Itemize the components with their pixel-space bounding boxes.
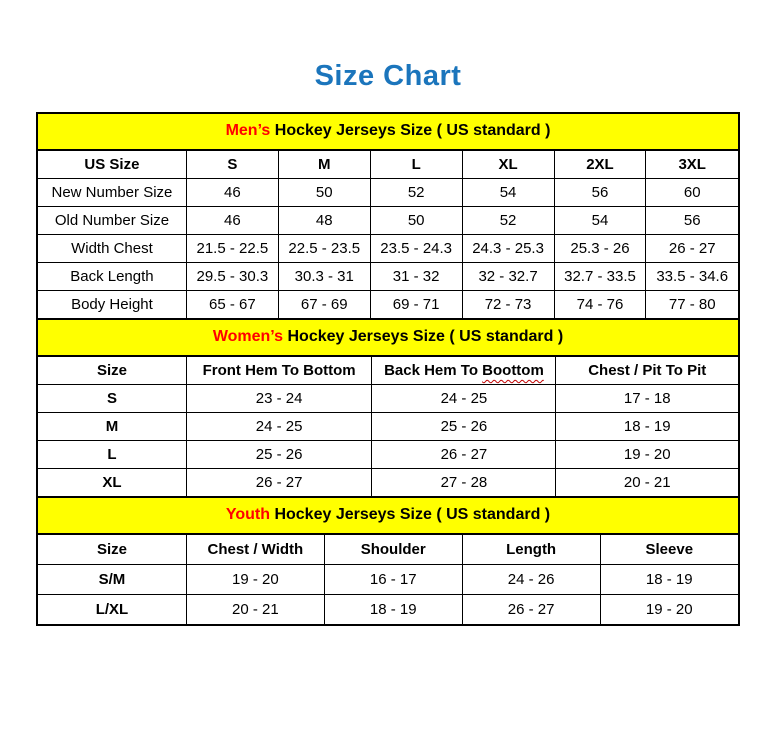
youth-header-row	[38, 535, 738, 565]
womens-section-title: Hockey Jerseys Size ( US standard )	[283, 328, 564, 345]
column-header-text: Back Hem To	[384, 362, 483, 379]
table-cell: 21.5 - 22.5	[186, 235, 278, 263]
size-chart	[36, 112, 740, 626]
row-label: S	[38, 385, 186, 413]
table-cell: 46	[186, 179, 278, 207]
table-cell: 50	[278, 179, 370, 207]
mens-header-row	[38, 151, 738, 179]
table-cell: 27 - 28	[372, 469, 556, 497]
table-cell: 22.5 - 23.5	[278, 235, 370, 263]
table-cell: 65 - 67	[186, 291, 278, 319]
table-cell: 24.3 - 25.3	[462, 235, 554, 263]
table-cell: 24 - 26	[462, 565, 600, 595]
table-row	[38, 413, 738, 441]
table-cell: 25.3 - 26	[554, 235, 646, 263]
column-header: 3XL	[646, 151, 738, 179]
table-row	[38, 291, 738, 319]
row-label: Old Number Size	[38, 207, 186, 235]
table-cell: 17 - 18	[556, 385, 738, 413]
column-header: Front Hem To Bottom	[186, 357, 372, 385]
table-cell: 19 - 20	[600, 595, 738, 625]
table-cell: 60	[646, 179, 738, 207]
table-row	[38, 595, 738, 625]
column-header: M	[278, 151, 370, 179]
table-cell: 26 - 27	[186, 469, 372, 497]
table-cell: 67 - 69	[278, 291, 370, 319]
table-cell: 19 - 20	[186, 565, 324, 595]
table-cell: 20 - 21	[556, 469, 738, 497]
womens-size-table	[38, 357, 738, 496]
table-cell: 72 - 73	[462, 291, 554, 319]
column-header: Chest / Pit To Pit	[556, 357, 738, 385]
column-header: Shoulder	[324, 535, 462, 565]
youth-section-header	[38, 496, 738, 535]
column-header: Chest / Width	[186, 535, 324, 565]
column-header: L	[370, 151, 462, 179]
table-row	[38, 469, 738, 497]
table-cell: 48	[278, 207, 370, 235]
table-cell: 25 - 26	[186, 441, 372, 469]
table-cell: 20 - 21	[186, 595, 324, 625]
row-label: Width Chest	[38, 235, 186, 263]
table-cell: 54	[554, 207, 646, 235]
table-cell: 23.5 - 24.3	[370, 235, 462, 263]
table-cell: 52	[462, 207, 554, 235]
mens-section-title: Hockey Jerseys Size ( US standard )	[270, 122, 551, 139]
womens-header-row	[38, 357, 738, 385]
row-label: New Number Size	[38, 179, 186, 207]
table-cell: 33.5 - 34.6	[646, 263, 738, 291]
column-header: 2XL	[554, 151, 646, 179]
table-cell: 26 - 27	[372, 441, 556, 469]
table-cell: 46	[186, 207, 278, 235]
table-cell: 19 - 20	[556, 441, 738, 469]
table-cell: 69 - 71	[370, 291, 462, 319]
table-row	[38, 385, 738, 413]
mens-section-header	[38, 114, 738, 151]
table-cell: 18 - 19	[600, 565, 738, 595]
row-label: Back Length	[38, 263, 186, 291]
womens-section-highlight: Women’s	[212, 328, 284, 345]
table-cell: 25 - 26	[372, 413, 556, 441]
misspelled-word: Boottom	[482, 362, 544, 379]
table-cell: 74 - 76	[554, 291, 646, 319]
table-cell: 24 - 25	[372, 385, 556, 413]
table-cell: 50	[370, 207, 462, 235]
mens-section-highlight: Men’s	[225, 122, 271, 139]
table-cell: 29.5 - 30.3	[186, 263, 278, 291]
table-cell: 23 - 24	[186, 385, 372, 413]
table-cell: 16 - 17	[324, 565, 462, 595]
table-row	[38, 263, 738, 291]
table-cell: 56	[646, 207, 738, 235]
row-label: Body Height	[38, 291, 186, 319]
table-cell: 18 - 19	[324, 595, 462, 625]
row-label: XL	[38, 469, 186, 497]
table-cell: 32.7 - 33.5	[554, 263, 646, 291]
table-cell: 24 - 25	[186, 413, 372, 441]
column-header: S	[186, 151, 278, 179]
column-header: US Size	[38, 151, 186, 179]
table-cell: 54	[462, 179, 554, 207]
table-cell: 32 - 32.7	[462, 263, 554, 291]
table-row	[38, 441, 738, 469]
row-label: L	[38, 441, 186, 469]
page-title: Size Chart	[314, 60, 462, 92]
table-cell: 31 - 32	[370, 263, 462, 291]
column-header: Length	[462, 535, 600, 565]
table-row	[38, 207, 738, 235]
table-row	[38, 179, 738, 207]
youth-section-highlight: Youth	[225, 506, 270, 523]
youth-size-table	[38, 535, 738, 624]
row-label: S/M	[38, 565, 186, 595]
column-header: Sleeve	[600, 535, 738, 565]
column-header	[372, 357, 556, 385]
table-cell: 26 - 27	[462, 595, 600, 625]
mens-size-table	[38, 151, 738, 318]
table-cell: 77 - 80	[646, 291, 738, 319]
table-cell: 18 - 19	[556, 413, 738, 441]
column-header: XL	[462, 151, 554, 179]
row-label: M	[38, 413, 186, 441]
table-row	[38, 235, 738, 263]
column-header: Size	[38, 535, 186, 565]
table-cell: 56	[554, 179, 646, 207]
womens-section-header	[38, 318, 738, 357]
column-header: Size	[38, 357, 186, 385]
table-cell: 26 - 27	[646, 235, 738, 263]
table-cell: 30.3 - 31	[278, 263, 370, 291]
table-row	[38, 565, 738, 595]
youth-section-title: Hockey Jerseys Size ( US standard )	[270, 506, 551, 523]
table-cell: 52	[370, 179, 462, 207]
row-label: L/XL	[38, 595, 186, 625]
